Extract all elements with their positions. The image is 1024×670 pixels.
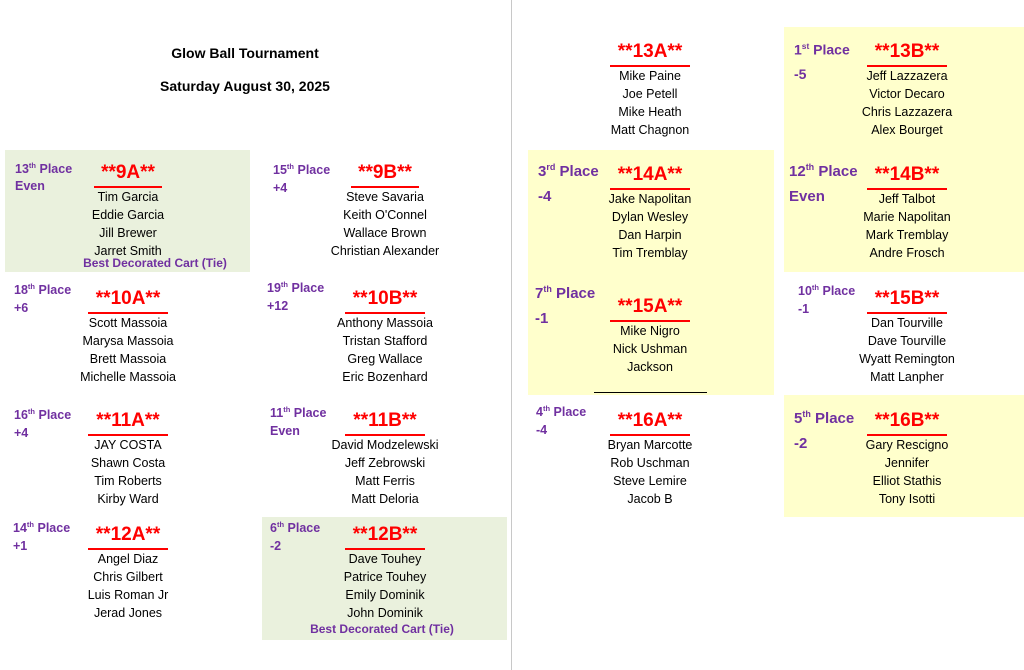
page-title: Glow Ball Tournament [171, 45, 319, 61]
player-name: Luis Roman Jr [87, 588, 169, 602]
player-list-13a [550, 67, 750, 139]
team-score: +6 [14, 301, 29, 316]
team-score: -4 [538, 188, 552, 205]
player-name: Dan Tourville [870, 316, 944, 330]
team-code-11b: **11B** [353, 410, 417, 431]
place-label-15a [535, 277, 595, 331]
player-name: Tristan Stafford [342, 334, 428, 348]
place-number: 19 [267, 281, 281, 296]
player-list-11b [285, 436, 485, 508]
player-name: Andre Frosch [869, 246, 945, 260]
award-label-9a: Best Decorated Cart (Tie) [83, 256, 227, 270]
player-name: Matt Deloria [351, 492, 419, 506]
place-word: Place [813, 41, 850, 58]
place-suffix: th [27, 407, 35, 416]
award-label-12b: Best Decorated Cart (Tie) [310, 622, 454, 636]
player-name: Scott Massoia [88, 316, 168, 330]
place-suffix: th [26, 520, 34, 529]
team-code-14a: **14A** [617, 164, 683, 185]
player-list-10b [285, 314, 485, 386]
place-word: Place [815, 410, 855, 427]
team-score: -2 [270, 539, 282, 554]
tournament-date: Saturday August 30, 2025 [160, 78, 330, 94]
player-name: Elliot Stathis [872, 474, 942, 488]
place-suffix: th [543, 284, 552, 294]
place-suffix: th [542, 404, 551, 413]
team-score: +1 [13, 539, 28, 554]
player-name: Jennifer [884, 456, 930, 470]
player-name: David Modzelewski [331, 438, 439, 452]
place-word: Place [38, 408, 72, 423]
place-label-10a [14, 278, 71, 317]
player-name: Matt Lanpher [870, 370, 944, 384]
place-word: Place [293, 406, 327, 421]
place-label-13b [794, 34, 850, 86]
player-name: Jake Napolitan [608, 192, 692, 206]
team-score: +4 [273, 181, 288, 196]
player-name: Jeff Talbot [878, 192, 936, 206]
place-number: 12 [789, 163, 806, 180]
place-label-12b [270, 516, 320, 555]
place-number: 3 [538, 163, 547, 180]
player-name: Mike Nigro [620, 324, 680, 338]
team-score: Even [789, 188, 825, 205]
player-name: Wallace Brown [343, 226, 427, 240]
place-number: 6 [270, 521, 277, 536]
place-suffix: th [802, 409, 811, 419]
player-name: Shawn Costa [90, 456, 166, 470]
player-name: Tim Garcia [97, 190, 159, 204]
team-code-14b: **14B** [874, 164, 940, 185]
place-word: Place [556, 285, 596, 302]
team-code-13a: **13A** [617, 41, 683, 62]
team-code-9b: **9B** [358, 162, 412, 183]
team-score: Even [15, 179, 45, 194]
team-code-16a: **16A** [617, 410, 683, 431]
place-number: 4 [536, 405, 543, 420]
player-name: Tim Tremblay [612, 246, 688, 260]
team-score: -1 [535, 310, 549, 327]
player-name: Dave Touhey [348, 552, 422, 566]
team-score: +4 [14, 426, 29, 441]
place-word: Place [291, 281, 325, 296]
team-code-10b: **10B** [352, 288, 418, 309]
team-score: -1 [798, 302, 810, 317]
place-suffix: th [283, 405, 291, 414]
team-code-16b: **16B** [874, 410, 940, 431]
player-name: Victor Decaro [869, 87, 945, 101]
player-name: Joe Petell [622, 87, 678, 101]
team-score: Even [270, 424, 300, 439]
place-label-15b [798, 279, 855, 318]
player-name: Mike Heath [618, 105, 682, 119]
place-number: 1 [794, 41, 802, 58]
place-word: Place [553, 405, 587, 420]
player-name: Jeff Zebrowski [344, 456, 426, 470]
place-word: Place [297, 163, 331, 178]
team-code-11a: **11A** [96, 410, 160, 431]
player-name: Emily Dominik [345, 588, 425, 602]
player-list-9b [285, 188, 485, 260]
player-name: Bryan Marcotte [607, 438, 693, 452]
player-name: Gary Rescigno [865, 438, 949, 452]
place-label-11b [270, 401, 326, 440]
place-number: 10 [798, 284, 812, 299]
player-name: Keith O'Connel [343, 208, 427, 222]
player-name: Steve Lemire [613, 474, 687, 488]
place-number: 16 [14, 408, 28, 423]
player-name: Jerad Jones [93, 606, 163, 620]
player-name: Wyatt Remington [859, 352, 955, 366]
place-label-9b [273, 158, 330, 197]
team-score: -5 [794, 65, 807, 82]
place-number: 15 [273, 163, 287, 178]
team-code-15a: **15A** [617, 296, 683, 317]
place-suffix: th [805, 162, 815, 172]
place-number: 13 [15, 162, 29, 177]
place-suffix: st [801, 41, 810, 51]
team-code-12a: **12A** [95, 524, 161, 545]
team-score: -2 [794, 435, 808, 452]
place-number: 7 [535, 285, 544, 302]
player-name: Michelle Massoia [80, 370, 176, 384]
player-name: JAY COSTA [94, 438, 162, 452]
place-label-10b [267, 276, 324, 315]
player-name: John Dominik [347, 606, 423, 620]
place-word: Place [818, 163, 858, 180]
place-suffix: th [276, 520, 285, 529]
place-word: Place [39, 162, 73, 177]
place-word: Place [287, 521, 321, 536]
player-name: Steve Savaria [346, 190, 424, 204]
player-name: Jill Brewer [99, 226, 157, 240]
player-name: Eric Bozenhard [342, 370, 428, 384]
player-name: Christian Alexander [330, 244, 440, 258]
place-label-9a [15, 157, 72, 195]
player-name: Nick Ushman [612, 342, 688, 356]
player-name: Chris Lazzazera [861, 105, 953, 119]
player-list-10a [28, 314, 228, 386]
page-divider [511, 0, 512, 670]
player-name: Tim Roberts [94, 474, 162, 488]
player-list-12b [285, 550, 485, 622]
player-name: Matt Ferris [355, 474, 415, 488]
player-name: Jeff Lazzazera [866, 69, 948, 83]
place-suffix: th [280, 280, 288, 289]
place-number: 11 [270, 406, 284, 421]
player-name: Patrice Touhey [343, 570, 427, 584]
place-label-16a [536, 400, 586, 439]
player-name: Dylan Wesley [611, 210, 689, 224]
place-word: Place [37, 521, 71, 536]
player-name: Mike Paine [619, 69, 681, 83]
player-list-15b [807, 314, 1007, 386]
player-list-16a [550, 436, 750, 508]
place-suffix: th [28, 161, 36, 170]
player-list-11a [28, 436, 228, 508]
player-name: Chris Gilbert [93, 570, 163, 584]
player-name: Marysa Massoia [82, 334, 174, 348]
player-name: Matt Chagnon [610, 123, 690, 137]
player-name: Rob Uschman [610, 456, 690, 470]
player-name: Anthony Massoia [337, 316, 433, 330]
team-code-13b: **13B** [874, 41, 940, 62]
team-code-12b: **12B** [352, 524, 418, 545]
place-suffix: th [286, 162, 294, 171]
place-label-12a [13, 516, 70, 555]
team-code-15b: **15B** [874, 288, 940, 309]
player-name: Dave Tourville [867, 334, 947, 348]
place-suffix: rd [546, 162, 556, 172]
place-label-11a [14, 403, 71, 442]
place-word: Place [822, 284, 856, 299]
player-list-9a [28, 188, 228, 260]
player-name: Alex Bourget [871, 123, 943, 137]
place-label-14b [789, 155, 858, 209]
team-score: -4 [536, 423, 548, 438]
player-name: Eddie Garcia [91, 208, 165, 222]
place-number: 18 [14, 283, 28, 298]
player-list-12a [28, 550, 228, 622]
team-score: +12 [267, 299, 289, 314]
player-name: Brett Massoia [89, 352, 167, 366]
team-code-10a: **10A** [95, 288, 161, 309]
player-name: Angel Diaz [97, 552, 159, 566]
team-code-9a: **9A** [101, 162, 155, 183]
player-name: Jarret Smith [94, 244, 162, 258]
place-label-16b [794, 402, 854, 456]
player-name: Mark Tremblay [865, 228, 949, 242]
player-name: Dan Harpin [618, 228, 682, 242]
place-suffix: th [27, 282, 35, 291]
player-name: Greg Wallace [347, 352, 423, 366]
place-word: Place [38, 283, 72, 298]
player-name: Jacob B [627, 492, 673, 506]
place-suffix: th [811, 283, 819, 292]
player-name: Jackson [627, 360, 673, 374]
place-number: 14 [13, 521, 27, 536]
player-name: Kirby Ward [97, 492, 159, 506]
place-label-14a [538, 155, 599, 209]
player-name: Tony Isotti [878, 492, 936, 506]
player-name: Marie Napolitan [863, 210, 951, 224]
divider-line-15a [594, 392, 707, 393]
place-word: Place [559, 163, 599, 180]
place-number: 5 [794, 410, 803, 427]
